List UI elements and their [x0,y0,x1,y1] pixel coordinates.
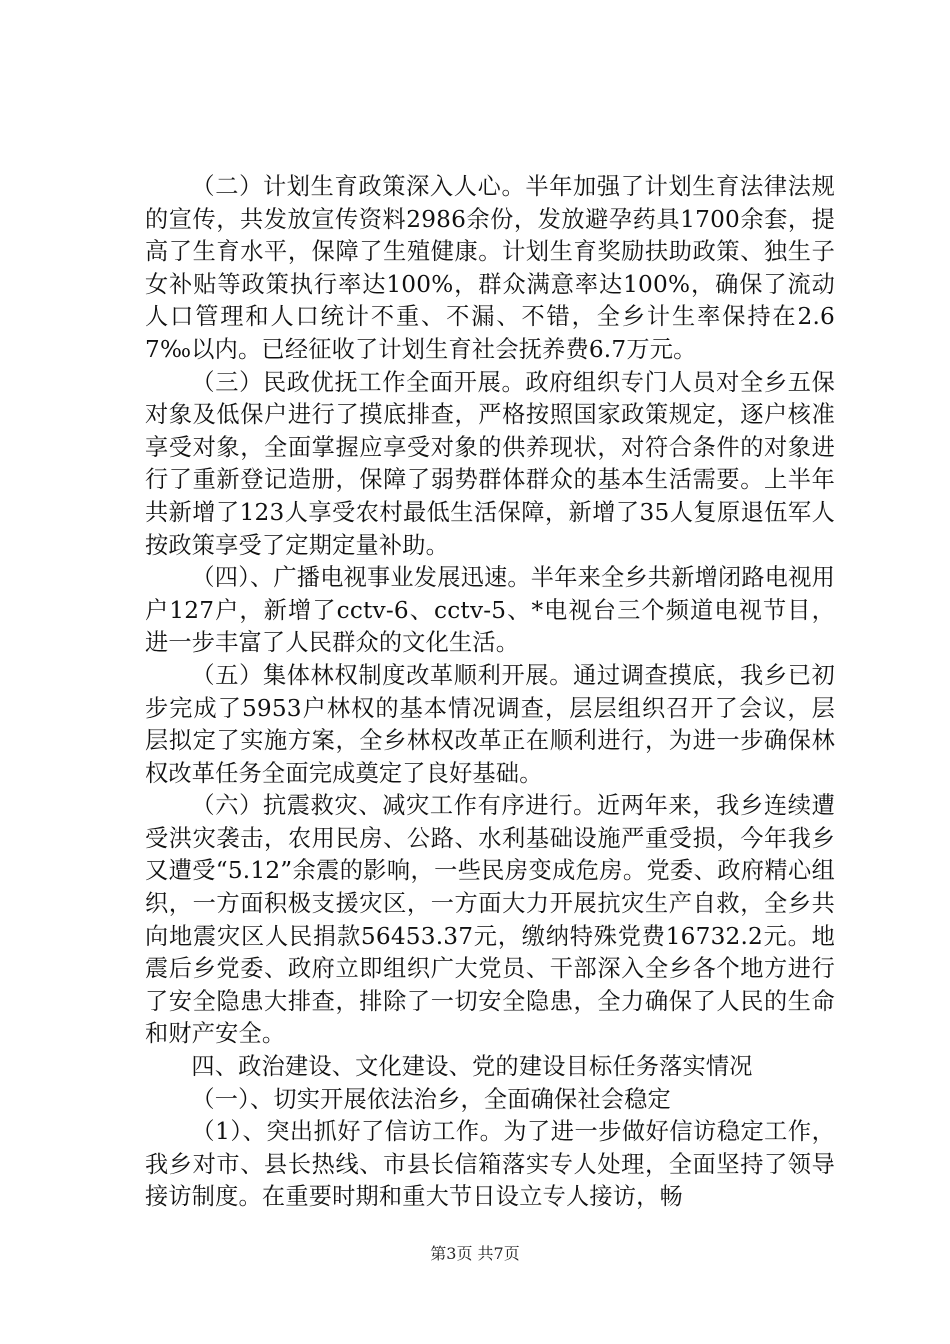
subsection-heading-rule-of-law: （一）、切实开展依法治乡，全面确保社会稳定 [191,1085,671,1113]
paragraph-petition-work: （1）、突出抓好了信访工作。为了进一步做好信访稳定工作，我乡对市、县长热线、市县长信箱落实专人处理，全面坚持了领导接访制度。在重要时期和重大节日设立专人接访，畅 [145,1118,835,1211]
paragraph-disaster-relief: （六）抗震救灾、减灾工作有序进行。近两年来，我乡连续遭受洪灾袭击，农用民房、公路、水利基础设施严重受损，今年我乡又遭受“5.12”余震的影响，一些民房变成危房。党委、政府精心组织，一方面积极支援灾区，一方面大力开展抗灾生产自救，全乡共向地震灾区人民捐款56453.37元，缴纳特殊党费16732.2元。地震后乡党委、政府立即组织广大党员、干部深入全乡各个地方进行了安全隐患大排查，排除了一切安全隐患，全力确保了人民的生命和财产安全。 [145,792,835,1048]
paragraph-civil-affairs: （三）民政优抚工作全面开展。政府组织专门人员对全乡五保对象及低保户进行了摸底排查，严格按照国家政策规定，逐户核准享受对象，全面掌握应享受对象的供养现状，对符合条件的对象进行了重新登记造册，保障了弱势群体群众的基本生活需要。上半年共新增了123人享受农村最低生活保障，新增了35人复原退伍军人按政策享受了定期定量补助。 [145,368,835,559]
document-body [145,171,835,1214]
section-heading-political-construction: 四、政治建设、文化建设、党的建设目标任务落实情况 [191,1053,753,1081]
paragraph-forest-rights: （五）集体林权制度改革顺利开展。通过调查摸底，我乡已初步完成了5953户林权的基本情况调查，层层组织召开了会议，层层拟定了实施方案，全乡林权改革正在顺利进行，为进一步确保林权改革任务全面完成奠定了良好基础。 [145,661,835,787]
paragraph-broadcast-tv: （四）、广播电视事业发展迅速。半年来全乡共新增闭路电视用户127户，新增了cctv-6、cctv-5、*电视台三个频道电视节目，进一步丰富了人民群众的文化生活。 [145,564,835,657]
page-footer: 第3页 共7页 [430,1244,520,1263]
paragraph-family-planning: （二）计划生育政策深入人心。半年加强了计划生育法律法规的宣传，共发放宣传资料2986余份，发放避孕药具1700余套，提高了生育水平，保障了生殖健康。计划生育奖励扶助政策、独生子女补贴等政策执行率达100%，群众满意率达100%，确保了流动人口管理和人口统计不重、不漏、不错，全乡计生率保持在2.67‰以内。已经征收了计划生育社会抚养费6.7万元。 [145,173,835,363]
